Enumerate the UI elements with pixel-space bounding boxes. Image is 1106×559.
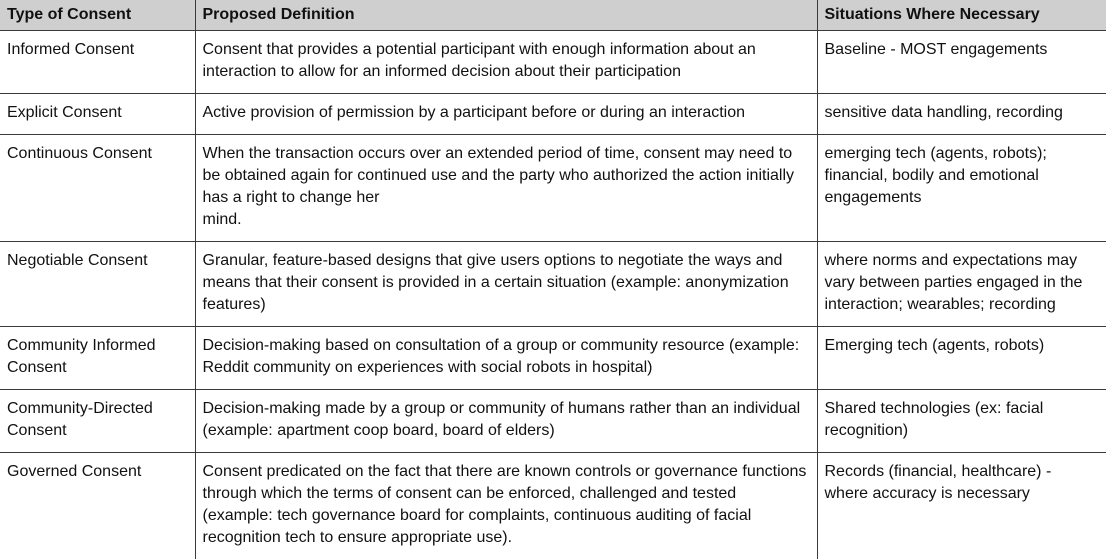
situations-cell: Records (financial, healthcare) - where accuracy is necessary	[817, 453, 1106, 559]
definition-cell: When the transaction occurs over an extended period of time, consent may need to be obtained again for continued use and the party who authorized the action initially has a right to change her mind.	[195, 135, 817, 242]
header-proposed-definition: Proposed Definition	[195, 0, 817, 31]
header-situations-where-necessary: Situations Where Necessary	[817, 0, 1106, 31]
consent-type-cell: Negotiable Consent	[0, 242, 195, 327]
consent-type-cell: Informed Consent	[0, 31, 195, 94]
definition-cell: Consent that provides a potential participant with enough information about an interaction to allow for an informed decision about their participation	[195, 31, 817, 94]
header-type-of-consent: Type of Consent	[0, 0, 195, 31]
table-row	[0, 135, 1106, 242]
definition-cell: Decision-making based on consultation of a group or community resource (example: Reddit community on experiences with social robots in hospital)	[195, 327, 817, 390]
consent-type-cell: Governed Consent	[0, 453, 195, 559]
consent-type-cell: Continuous Consent	[0, 135, 195, 242]
definition-cell: Granular, feature-based designs that give users options to negotiate the ways and means that their consent is provided in a certain situation (example: anonymization features)	[195, 242, 817, 327]
definition-cell: Active provision of permission by a participant before or during an interaction	[195, 94, 817, 135]
table-row	[0, 453, 1106, 559]
table-row	[0, 242, 1106, 327]
situations-cell: where norms and expectations may vary between parties engaged in the interaction; wearables; recording	[817, 242, 1106, 327]
situations-cell: Baseline - MOST engagements	[817, 31, 1106, 94]
situations-cell: sensitive data handling, recording	[817, 94, 1106, 135]
consent-type-cell: Community-Directed Consent	[0, 390, 195, 453]
table-header-row	[0, 0, 1106, 31]
consent-type-cell: Community Informed Consent	[0, 327, 195, 390]
definition-cell: Decision-making made by a group or community of humans rather than an individual (example: apartment coop board, board of elders)	[195, 390, 817, 453]
situations-cell: emerging tech (agents, robots); financial, bodily and emotional engagements	[817, 135, 1106, 242]
situations-cell: Emerging tech (agents, robots)	[817, 327, 1106, 390]
table-row	[0, 31, 1106, 94]
situations-cell: Shared technologies (ex: facial recognition)	[817, 390, 1106, 453]
table-row	[0, 390, 1106, 453]
table-row	[0, 327, 1106, 390]
consent-type-cell: Explicit Consent	[0, 94, 195, 135]
table-row	[0, 94, 1106, 135]
definition-cell: Consent predicated on the fact that there are known controls or governance functions through which the terms of consent can be enforced, challenged and tested (example: tech governance board for complaints, continuous auditing of facial recognition tech to ensure appropriate use).	[195, 453, 817, 559]
